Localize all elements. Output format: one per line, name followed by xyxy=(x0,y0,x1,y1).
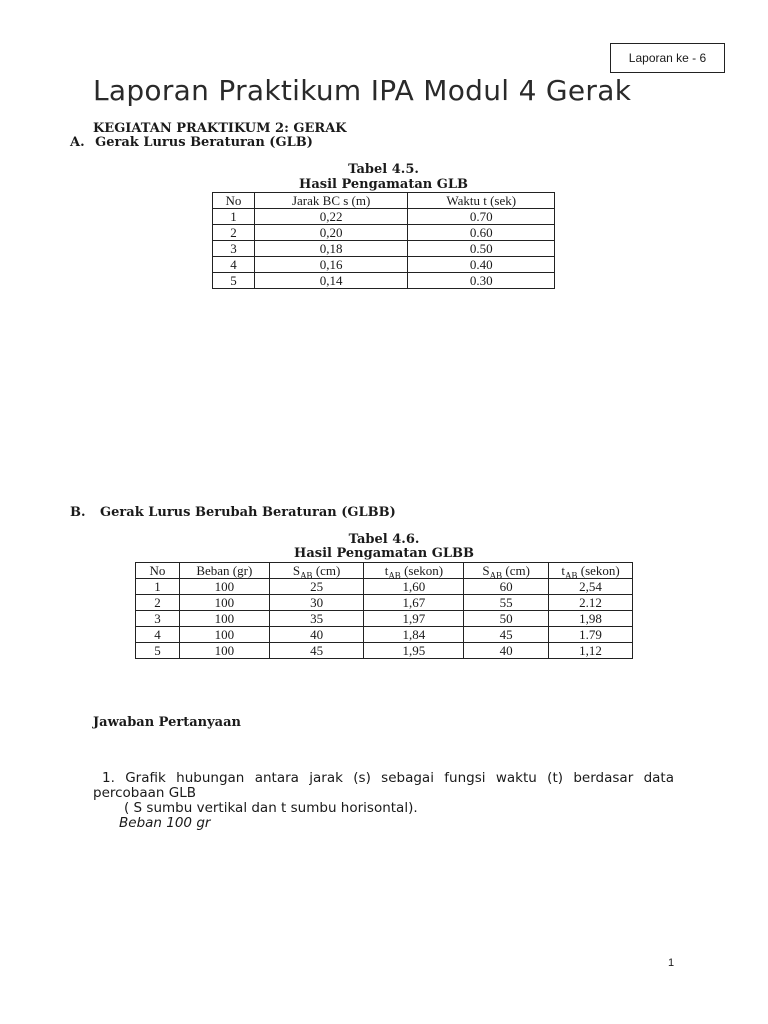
cell-sab-1: 25 xyxy=(269,579,364,595)
table-row xyxy=(213,257,555,273)
col-header-tab-1: $t_{AB}$ (sekon) xyxy=(364,563,464,579)
table-row xyxy=(213,273,555,289)
cell-jarak: 0,14 xyxy=(254,273,408,289)
cell-sab-2: 60 xyxy=(464,579,549,595)
cell-tab-2: 2.12 xyxy=(549,595,633,611)
cell-no: 4 xyxy=(136,627,180,643)
glb-table xyxy=(212,192,555,289)
section-a-marker: A. xyxy=(70,135,85,150)
table1-caption-number: Tabel 4.5. xyxy=(348,162,419,177)
table-row xyxy=(136,579,633,595)
cell-sab-2: 55 xyxy=(464,595,549,611)
glbb-table xyxy=(135,562,633,659)
cell-beban: 100 xyxy=(179,579,269,595)
cell-jarak: 0,20 xyxy=(254,225,408,241)
table-row xyxy=(136,627,633,643)
col-header-tab-2: $t_{AB}$ (sekon) xyxy=(549,563,633,579)
cell-no: 2 xyxy=(213,225,255,241)
section-a-title: Gerak Lurus Beraturan (GLB) xyxy=(95,135,313,150)
table-row xyxy=(136,643,633,659)
cell-sab-1: 30 xyxy=(269,595,364,611)
cell-waktu: 0.50 xyxy=(408,241,555,257)
col-header-jarak: Jarak BC s (m) xyxy=(254,193,408,209)
col-header-waktu: Waktu t (sek) xyxy=(408,193,555,209)
cell-waktu: 0.30 xyxy=(408,273,555,289)
cell-no: 5 xyxy=(213,273,255,289)
cell-tab-2: 1,12 xyxy=(549,643,633,659)
page-number: 1 xyxy=(668,957,675,969)
question-1-load-label: Beban 100 gr xyxy=(119,815,211,831)
cell-no: 5 xyxy=(136,643,180,659)
cell-jarak: 0,18 xyxy=(254,241,408,257)
cell-beban: 100 xyxy=(179,627,269,643)
col-header-beban: Beban (gr) xyxy=(179,563,269,579)
table-row xyxy=(213,225,555,241)
cell-sab-1: 40 xyxy=(269,627,364,643)
section-b-title: Gerak Lurus Berubah Beraturan (GLBB) xyxy=(100,505,396,520)
cell-tab-1: 1,95 xyxy=(364,643,464,659)
cell-sab-2: 45 xyxy=(464,627,549,643)
cell-waktu: 0.60 xyxy=(408,225,555,241)
cell-no: 3 xyxy=(136,611,180,627)
section-a-heading xyxy=(70,135,313,150)
table-row xyxy=(213,209,555,225)
cell-no: 2 xyxy=(136,595,180,611)
col-header-sab-1: $S_{AB}$ (cm) xyxy=(269,563,364,579)
cell-beban: 100 xyxy=(179,643,269,659)
cell-tab-2: 1,98 xyxy=(549,611,633,627)
cell-sab-2: 40 xyxy=(464,643,549,659)
cell-tab-1: 1,67 xyxy=(364,595,464,611)
table1-caption-title: Hasil Pengamatan GLB xyxy=(299,177,468,192)
cell-sab-2: 50 xyxy=(464,611,549,627)
cell-no: 1 xyxy=(136,579,180,595)
activity-heading: KEGIATAN PRAKTIKUM 2: GERAK xyxy=(93,121,347,136)
cell-beban: 100 xyxy=(179,595,269,611)
cell-tab-1: 1,97 xyxy=(364,611,464,627)
report-number-label: Laporan ke - 6 xyxy=(628,51,707,65)
cell-no: 1 xyxy=(213,209,255,225)
question-1-text: 1. Grafik hubungan antara jarak (s) sebagai fungsi waktu (t) berdasar data percobaan GLB xyxy=(93,770,674,801)
cell-waktu: 0.70 xyxy=(408,209,555,225)
section-b-marker: B. xyxy=(70,505,86,520)
cell-sab-1: 45 xyxy=(269,643,364,659)
cell-sab-1: 35 xyxy=(269,611,364,627)
table-row xyxy=(136,595,633,611)
table-row xyxy=(136,611,633,627)
cell-beban: 100 xyxy=(179,611,269,627)
answers-heading: Jawaban Pertanyaan xyxy=(93,715,241,730)
col-header-no: No xyxy=(213,193,255,209)
cell-tab-2: 1.79 xyxy=(549,627,633,643)
cell-tab-1: 1,84 xyxy=(364,627,464,643)
cell-no: 3 xyxy=(213,241,255,257)
cell-no: 4 xyxy=(213,257,255,273)
question-1-axis-note: ( S sumbu vertikal dan t sumbu horisontal). xyxy=(124,800,418,816)
col-header-no: No xyxy=(136,563,180,579)
page-title: Laporan Praktikum IPA Modul 4 Gerak xyxy=(93,74,632,107)
report-number-box xyxy=(610,43,725,73)
table-header-row xyxy=(213,193,555,209)
cell-jarak: 0,16 xyxy=(254,257,408,273)
table-row xyxy=(213,241,555,257)
cell-tab-2: 2,54 xyxy=(549,579,633,595)
section-b-heading xyxy=(70,505,396,520)
table-header-row xyxy=(136,563,633,579)
cell-tab-1: 1,60 xyxy=(364,579,464,595)
cell-waktu: 0.40 xyxy=(408,257,555,273)
col-header-sab-2: $S_{AB}$ (cm) xyxy=(464,563,549,579)
table2-caption-title: Hasil Pengamatan GLBB xyxy=(294,546,474,561)
cell-jarak: 0,22 xyxy=(254,209,408,225)
table2-caption-number: Tabel 4.6. xyxy=(348,532,420,547)
